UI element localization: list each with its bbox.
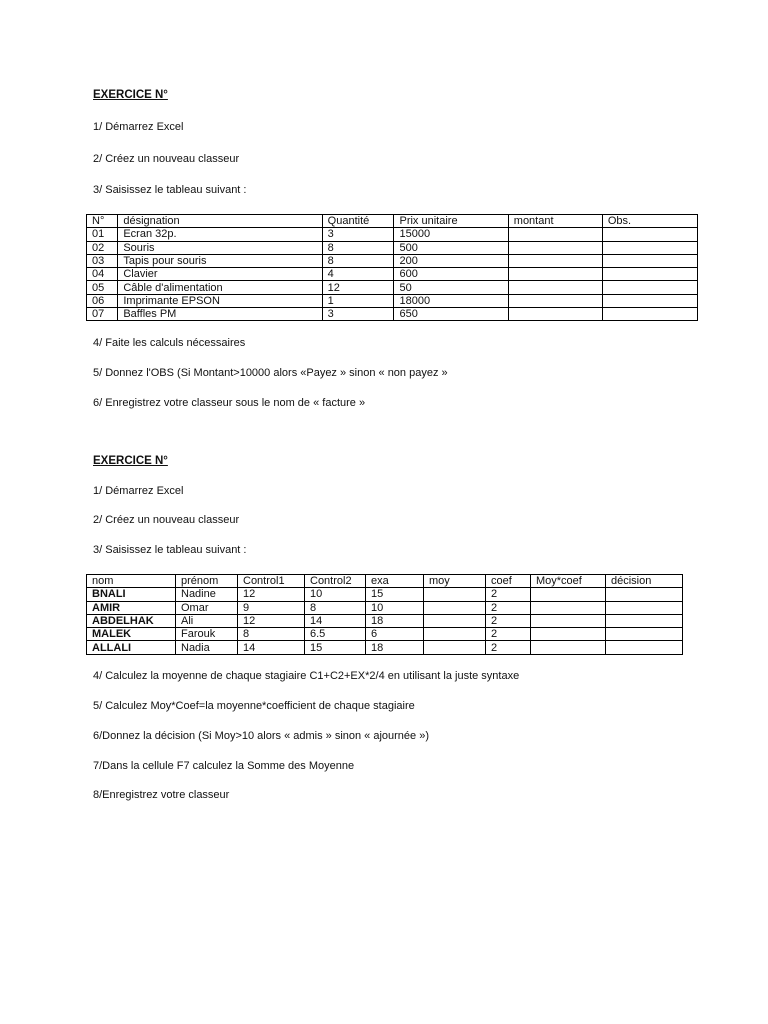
exercise-1-step-1: 1/ Démarrez Excel	[93, 121, 184, 133]
table-cell: 12	[238, 588, 305, 601]
table-cell	[508, 268, 602, 281]
table-cell: 15000	[394, 228, 508, 241]
table-cell: 14	[238, 641, 305, 654]
table-cell	[508, 228, 602, 241]
table-row	[87, 641, 683, 654]
header-cell: montant	[508, 215, 602, 228]
table-cell	[508, 281, 602, 294]
table-cell: 3	[322, 228, 394, 241]
header-cell: nom	[87, 575, 176, 588]
table-cell	[606, 601, 683, 614]
table-cell: 8	[322, 241, 394, 254]
table-cell	[602, 294, 697, 307]
table-row	[87, 294, 698, 307]
table-cell: 03	[87, 254, 118, 267]
table-cell	[424, 601, 486, 614]
table-cell	[424, 614, 486, 627]
exercise-1-step-6: 6/ Enregistrez votre classeur sous le nom de « facture »	[93, 397, 366, 409]
table-cell: 200	[394, 254, 508, 267]
table-cell	[531, 628, 606, 641]
table-cell: 8	[238, 628, 305, 641]
table-cell: 14	[305, 614, 366, 627]
header-cell: exa	[366, 575, 424, 588]
header-cell: prénom	[176, 575, 238, 588]
table-cell	[424, 588, 486, 601]
table-cell: 06	[87, 294, 118, 307]
table-cell	[508, 254, 602, 267]
table-cell: 2	[486, 641, 531, 654]
table-cell: Câble d'alimentation	[118, 281, 322, 294]
exercise-1-title: EXERCICE N°	[93, 89, 168, 101]
table-row	[87, 588, 683, 601]
table-cell-nom: ABDELHAK	[87, 614, 176, 627]
table-row	[87, 601, 683, 614]
header-cell: N°	[87, 215, 118, 228]
exercise-1-step-2: 2/ Créez un nouveau classeur	[93, 153, 240, 165]
header-cell: Moy*coef	[531, 575, 606, 588]
table-cell	[508, 241, 602, 254]
table-cell: 2	[486, 628, 531, 641]
table-cell: 50	[394, 281, 508, 294]
grades-table	[86, 574, 683, 655]
table-cell: 6	[366, 628, 424, 641]
exercise-2-step-6: 6/Donnez la décision (Si Moy>10 alors « admis » sinon « ajournée »)	[93, 730, 429, 742]
table-cell: 01	[87, 228, 118, 241]
table-cell: 4	[322, 268, 394, 281]
table-cell: 2	[486, 588, 531, 601]
table-cell	[424, 641, 486, 654]
table-row	[87, 268, 698, 281]
table-cell	[606, 628, 683, 641]
table-cell	[531, 614, 606, 627]
table-cell: 18	[366, 614, 424, 627]
table-cell: 02	[87, 241, 118, 254]
table-row	[87, 614, 683, 627]
table-cell	[531, 601, 606, 614]
table-header-row	[87, 215, 698, 228]
table-cell: 650	[394, 308, 508, 321]
table-cell	[606, 641, 683, 654]
table-cell: Souris	[118, 241, 322, 254]
table-row	[87, 241, 698, 254]
table-row	[87, 308, 698, 321]
table-cell	[531, 641, 606, 654]
header-cell: Quantité	[322, 215, 394, 228]
table-cell: 12	[238, 614, 305, 627]
table-cell-nom: BNALI	[87, 588, 176, 601]
table-cell: 04	[87, 268, 118, 281]
table-cell: 12	[322, 281, 394, 294]
exercise-2-title: EXERCICE N°	[93, 455, 168, 467]
table-header-row	[87, 575, 683, 588]
table-cell: 8	[322, 254, 394, 267]
header-cell: Control1	[238, 575, 305, 588]
exercise-2-step-2: 2/ Créez un nouveau classeur	[93, 514, 240, 526]
table-cell: Omar	[176, 601, 238, 614]
table-cell	[424, 628, 486, 641]
exercise-2-step-5: 5/ Calculez Moy*Coef=la moyenne*coefficient de chaque stagiaire	[93, 700, 415, 712]
exercise-2-step-4: 4/ Calculez la moyenne de chaque stagiaire C1+C2+EX*2/4 en utilisant la juste syntaxe	[93, 670, 520, 682]
table-cell-nom: ALLALI	[87, 641, 176, 654]
exercise-2-step-3: 3/ Saisissez le tableau suivant :	[93, 544, 247, 556]
header-cell: coef	[486, 575, 531, 588]
table-cell: Farouk	[176, 628, 238, 641]
table-row	[87, 254, 698, 267]
table-cell	[602, 241, 697, 254]
table-cell	[531, 588, 606, 601]
table-cell-nom: MALEK	[87, 628, 176, 641]
header-cell: moy	[424, 575, 486, 588]
table-cell: Tapis pour souris	[118, 254, 322, 267]
table-cell: 8	[305, 601, 366, 614]
table-cell	[602, 268, 697, 281]
table-cell: 3	[322, 308, 394, 321]
table-cell: 18000	[394, 294, 508, 307]
header-cell: Control2	[305, 575, 366, 588]
table-cell	[602, 281, 697, 294]
table-cell-nom: AMIR	[87, 601, 176, 614]
exercise-1-step-4: 4/ Faite les calculs nécessaires	[93, 337, 246, 349]
table-cell	[602, 308, 697, 321]
header-cell: décision	[606, 575, 683, 588]
table-cell	[602, 254, 697, 267]
table-cell: 500	[394, 241, 508, 254]
table-cell: 6.5	[305, 628, 366, 641]
table-cell: 9	[238, 601, 305, 614]
table-cell: 15	[305, 641, 366, 654]
exercise-1-step-3: 3/ Saisissez le tableau suivant :	[93, 184, 247, 196]
table-cell: 05	[87, 281, 118, 294]
header-cell: Prix unitaire	[394, 215, 508, 228]
table-cell: 10	[366, 601, 424, 614]
exercise-2-step-7: 7/Dans la cellule F7 calculez la Somme des Moyenne	[93, 760, 355, 772]
table-cell: Imprimante EPSON	[118, 294, 322, 307]
header-cell: désignation	[118, 215, 322, 228]
table-cell: Nadia	[176, 641, 238, 654]
exercise-1-step-5: 5/ Donnez l'OBS (Si Montant>10000 alors «Payez » sinon « non payez »	[93, 367, 448, 379]
table-cell: Nadine	[176, 588, 238, 601]
exercise-2-step-1: 1/ Démarrez Excel	[93, 485, 184, 497]
table-row	[87, 281, 698, 294]
table-cell: 15	[366, 588, 424, 601]
table-cell: Clavier	[118, 268, 322, 281]
table-cell: 10	[305, 588, 366, 601]
table-cell: Baffles PM	[118, 308, 322, 321]
table-cell: 1	[322, 294, 394, 307]
table-cell: 2	[486, 614, 531, 627]
invoice-table	[86, 214, 698, 321]
table-cell: 2	[486, 601, 531, 614]
table-cell	[606, 614, 683, 627]
table-row	[87, 228, 698, 241]
table-row	[87, 628, 683, 641]
table-cell: 600	[394, 268, 508, 281]
table-cell	[508, 308, 602, 321]
table-cell	[602, 228, 697, 241]
exercise-2-step-8: 8/Enregistrez votre classeur	[93, 789, 230, 801]
table-cell	[508, 294, 602, 307]
table-cell: 18	[366, 641, 424, 654]
table-cell: Ali	[176, 614, 238, 627]
header-cell: Obs.	[602, 215, 697, 228]
table-cell	[606, 588, 683, 601]
table-cell: 07	[87, 308, 118, 321]
table-cell: Ecran 32p.	[118, 228, 322, 241]
